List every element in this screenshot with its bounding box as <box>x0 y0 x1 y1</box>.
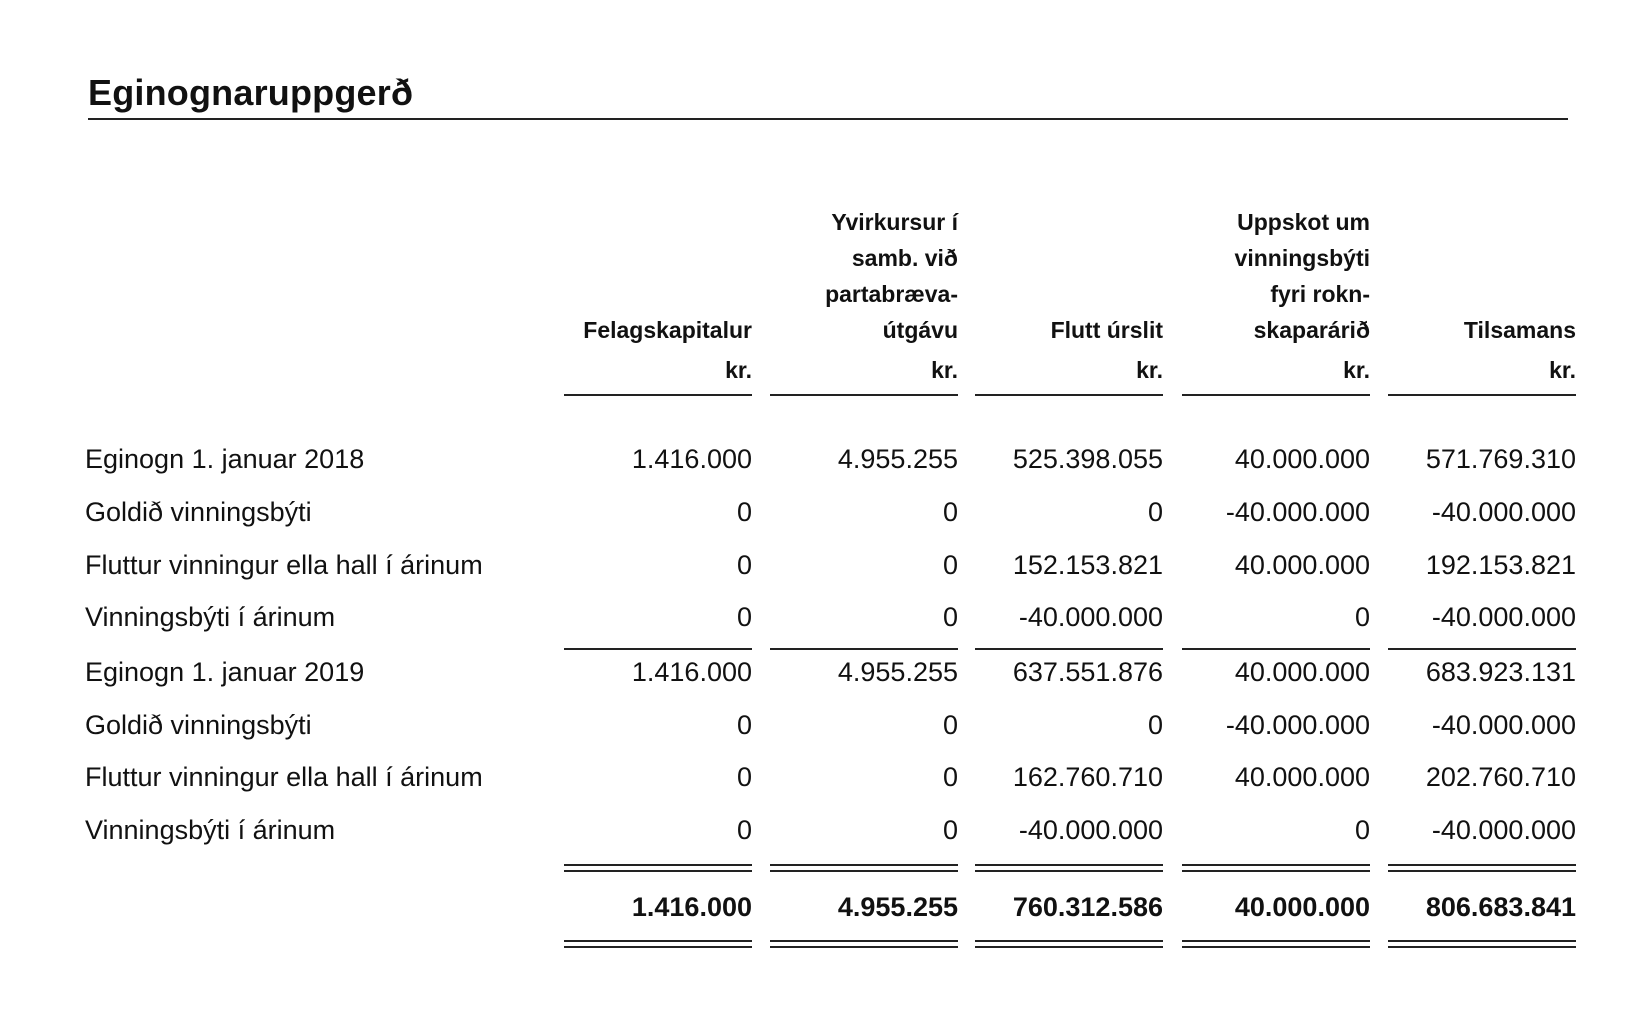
table-cell: -40.000.000 <box>1431 497 1576 527</box>
table-cell: 40.000.000 <box>1234 550 1370 580</box>
row-label: Fluttur vinningur ella hall í árinum <box>85 762 483 792</box>
table-cell: 0 <box>736 550 752 580</box>
column-header <box>1366 200 1576 392</box>
column-header-unit: kr. <box>725 357 752 383</box>
table-cell: 0 <box>736 710 752 740</box>
table-cell: 1.416.000 <box>631 657 752 687</box>
subtotal-double-rule <box>1388 864 1576 872</box>
total-cell: 806.683.841 <box>1425 892 1576 922</box>
table-cell: -40.000.000 <box>1225 710 1370 740</box>
table-cell: 4.955.255 <box>837 657 958 687</box>
total-cell: 1.416.000 <box>631 892 752 922</box>
title-underline <box>88 118 1568 120</box>
subtotal-double-rule <box>1182 864 1370 872</box>
table-cell: -40.000.000 <box>1431 815 1576 845</box>
subtotal-double-rule <box>975 864 1163 872</box>
table-cell: -40.000.000 <box>1225 497 1370 527</box>
table-cell: -40.000.000 <box>1431 710 1576 740</box>
page-title: Eginognaruppgerð <box>88 72 414 113</box>
header-rule <box>564 394 752 396</box>
row-label: Fluttur vinningur ella hall í árinum <box>85 550 483 580</box>
subtotal-rule <box>770 648 958 650</box>
subtotal-rule <box>564 648 752 650</box>
column-header <box>953 200 1163 392</box>
total-double-rule <box>1388 940 1576 948</box>
column-header-label: Uppskot um vinningsbýti fyri rokn- skaparárið <box>1234 209 1370 343</box>
table-cell: 0 <box>942 602 958 632</box>
table-cell: 571.769.310 <box>1425 444 1576 474</box>
column-header-unit: kr. <box>1343 357 1370 383</box>
table-cell: 40.000.000 <box>1234 657 1370 687</box>
row-label: Eginogn 1. januar 2018 <box>85 444 365 474</box>
column-header-label: Yvirkursur í samb. við partabræva- útgávu <box>825 209 958 343</box>
subtotal-double-rule <box>564 864 752 872</box>
table-cell: 0 <box>1354 602 1370 632</box>
table-cell: 0 <box>1147 497 1163 527</box>
row-label: Goldið vinningsbýti <box>85 710 312 740</box>
column-header-unit: kr. <box>1549 357 1576 383</box>
table-cell: -40.000.000 <box>1431 602 1576 632</box>
table-cell: 0 <box>736 762 752 792</box>
column-header <box>748 200 958 392</box>
table-cell: 0 <box>942 815 958 845</box>
table-cell: 637.551.876 <box>1012 657 1163 687</box>
column-header-unit: kr. <box>931 357 958 383</box>
table-cell: 0 <box>942 762 958 792</box>
table-cell: 0 <box>1354 815 1370 845</box>
table-cell: 162.760.710 <box>1012 762 1163 792</box>
row-label: Vinningsbýti í árinum <box>85 602 336 632</box>
table-cell: 0 <box>942 710 958 740</box>
header-rule <box>1388 394 1576 396</box>
total-double-rule <box>564 940 752 948</box>
subtotal-rule <box>1182 648 1370 650</box>
column-header <box>542 200 752 392</box>
table-cell: 0 <box>1147 710 1163 740</box>
column-header-unit: kr. <box>1136 357 1163 383</box>
table-cell: 40.000.000 <box>1234 444 1370 474</box>
table-cell: -40.000.000 <box>1018 602 1163 632</box>
header-rule <box>1182 394 1370 396</box>
total-cell: 4.955.255 <box>837 892 958 922</box>
table-cell: 0 <box>942 497 958 527</box>
column-header <box>1160 200 1370 392</box>
row-label: Vinningsbýti í árinum <box>85 815 336 845</box>
column-header-label: Felagskapitalur <box>583 317 752 343</box>
subtotal-rule <box>975 648 1163 650</box>
subtotal-double-rule <box>770 864 958 872</box>
table-cell: 202.760.710 <box>1425 762 1576 792</box>
total-double-rule <box>770 940 958 948</box>
header-rule <box>975 394 1163 396</box>
table-cell: 40.000.000 <box>1234 762 1370 792</box>
column-header-label: Tilsamans <box>1463 317 1576 343</box>
table-cell: 683.923.131 <box>1425 657 1576 687</box>
header-rule <box>770 394 958 396</box>
column-header-label: Flutt úrslit <box>1050 317 1163 343</box>
table-cell: 0 <box>736 602 752 632</box>
total-double-rule <box>1182 940 1370 948</box>
total-cell: 40.000.000 <box>1234 892 1370 922</box>
table-cell: 0 <box>942 550 958 580</box>
table-cell: 0 <box>736 497 752 527</box>
total-double-rule <box>975 940 1163 948</box>
table-cell: 4.955.255 <box>837 444 958 474</box>
row-label: Eginogn 1. januar 2019 <box>85 657 365 687</box>
row-label: Goldið vinningsbýti <box>85 497 312 527</box>
total-cell: 760.312.586 <box>1012 892 1163 922</box>
table-cell: 152.153.821 <box>1012 550 1163 580</box>
table-cell: 0 <box>736 815 752 845</box>
table-cell: 192.153.821 <box>1425 550 1576 580</box>
table-cell: -40.000.000 <box>1018 815 1163 845</box>
table-cell: 1.416.000 <box>631 444 752 474</box>
subtotal-rule <box>1388 648 1576 650</box>
table-cell: 525.398.055 <box>1012 444 1163 474</box>
